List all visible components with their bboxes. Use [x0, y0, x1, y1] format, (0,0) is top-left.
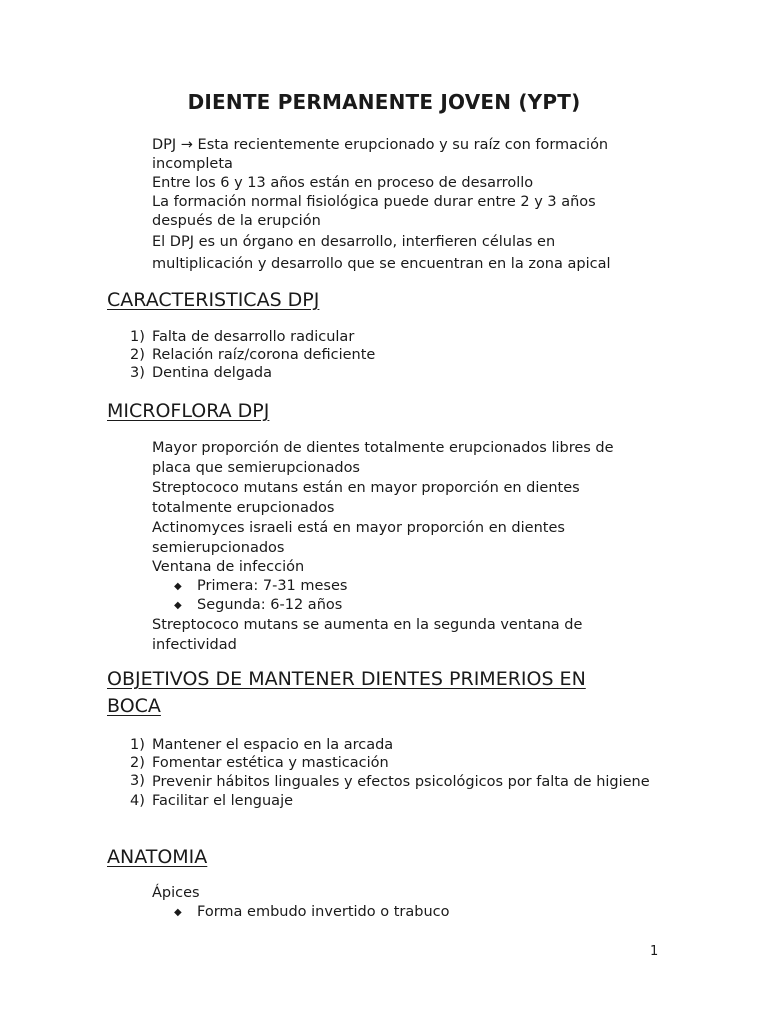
- list-item: [130, 754, 650, 772]
- heading-caracteristicas: CARACTERISTICAS DPJ: [107, 289, 320, 311]
- list-text: Relación raíz/corona deficiente: [152, 347, 376, 363]
- intro-paragraph: La formación normal fisiológica puede durar entre 2 y 3 años después de la erupción: [152, 194, 596, 229]
- list-text: Facilitar el lenguaje: [152, 793, 294, 809]
- list-number: 1): [130, 329, 145, 345]
- list-number: 2): [130, 755, 145, 771]
- list-text: Fomentar estética y masticación: [152, 755, 389, 771]
- list-number: 4): [130, 793, 145, 809]
- list-text: Prevenir hábitos linguales y efectos psicológicos por falta de higiene: [152, 774, 650, 790]
- list-item: [130, 792, 650, 810]
- list-number: 3): [130, 365, 145, 381]
- anatomia-paragraph: Ápices: [152, 885, 200, 901]
- anatomia-block: [152, 884, 652, 922]
- microflora-block: [152, 438, 642, 655]
- list-item: [130, 736, 650, 754]
- list-item: [130, 364, 650, 382]
- heading-anatomia: ANATOMIA: [107, 846, 208, 868]
- list-item: [152, 596, 642, 615]
- intro-paragraph: El DPJ es un órgano en desarrollo, interfieren células en multiplicación y desarrollo que se encuentran en la zona apical: [152, 234, 611, 272]
- list-item: [130, 346, 650, 364]
- list-item: [152, 903, 652, 922]
- list-number: 3): [130, 773, 145, 789]
- document-title: DIENTE PERMANENTE JOVEN (YPT): [187, 90, 581, 114]
- diamond-bullet-icon: ◆: [174, 581, 182, 592]
- heading-objetivos: OBJETIVOS DE MANTENER DIENTES PRIMERIOS EN BOCA: [107, 668, 586, 717]
- list-number: 1): [130, 737, 145, 753]
- list-text: Segunda: 6-12 años: [197, 597, 343, 613]
- list-text: Dentina delgada: [152, 365, 273, 381]
- page-number: 1: [650, 944, 659, 959]
- intro-paragraph: Entre los 6 y 13 años están en proceso de desarrollo: [152, 175, 534, 191]
- list-text: Falta de desarrollo radicular: [152, 329, 355, 345]
- intro-block: [152, 136, 652, 275]
- list-item: [130, 328, 650, 346]
- list-item: [152, 577, 642, 596]
- ventana-list: [152, 577, 642, 615]
- microflora-paragraph: Mayor proporción de dientes totalmente erupcionados libres de placa que semierupcionados: [152, 440, 614, 476]
- list-text: Mantener el espacio en la arcada: [152, 737, 394, 753]
- microflora-paragraph: Actinomyces israeli está en mayor proporción en dientes semierupcionados: [152, 520, 565, 556]
- list-text: Forma embudo invertido o trabuco: [197, 904, 450, 920]
- apices-list: [152, 903, 652, 922]
- list-item: [130, 772, 650, 792]
- microflora-paragraph: Ventana de infección: [152, 559, 305, 575]
- diamond-bullet-icon: ◆: [174, 600, 182, 611]
- microflora-paragraph: Streptococo mutans se aumenta en la segunda ventana de infectividad: [152, 617, 583, 653]
- intro-paragraph: DPJ → Esta recientemente erupcionado y su raíz con formación incompleta: [152, 137, 609, 172]
- list-number: 2): [130, 347, 145, 363]
- heading-microflora: MICROFLORA DPJ: [107, 400, 270, 422]
- list-text: Primera: 7-31 meses: [197, 578, 348, 594]
- objetivos-list: [130, 736, 650, 810]
- caracteristicas-list: [130, 328, 650, 382]
- microflora-paragraph: Streptococo mutans están en mayor proporción en dientes totalmente erupcionados: [152, 480, 580, 516]
- diamond-bullet-icon: ◆: [174, 907, 182, 918]
